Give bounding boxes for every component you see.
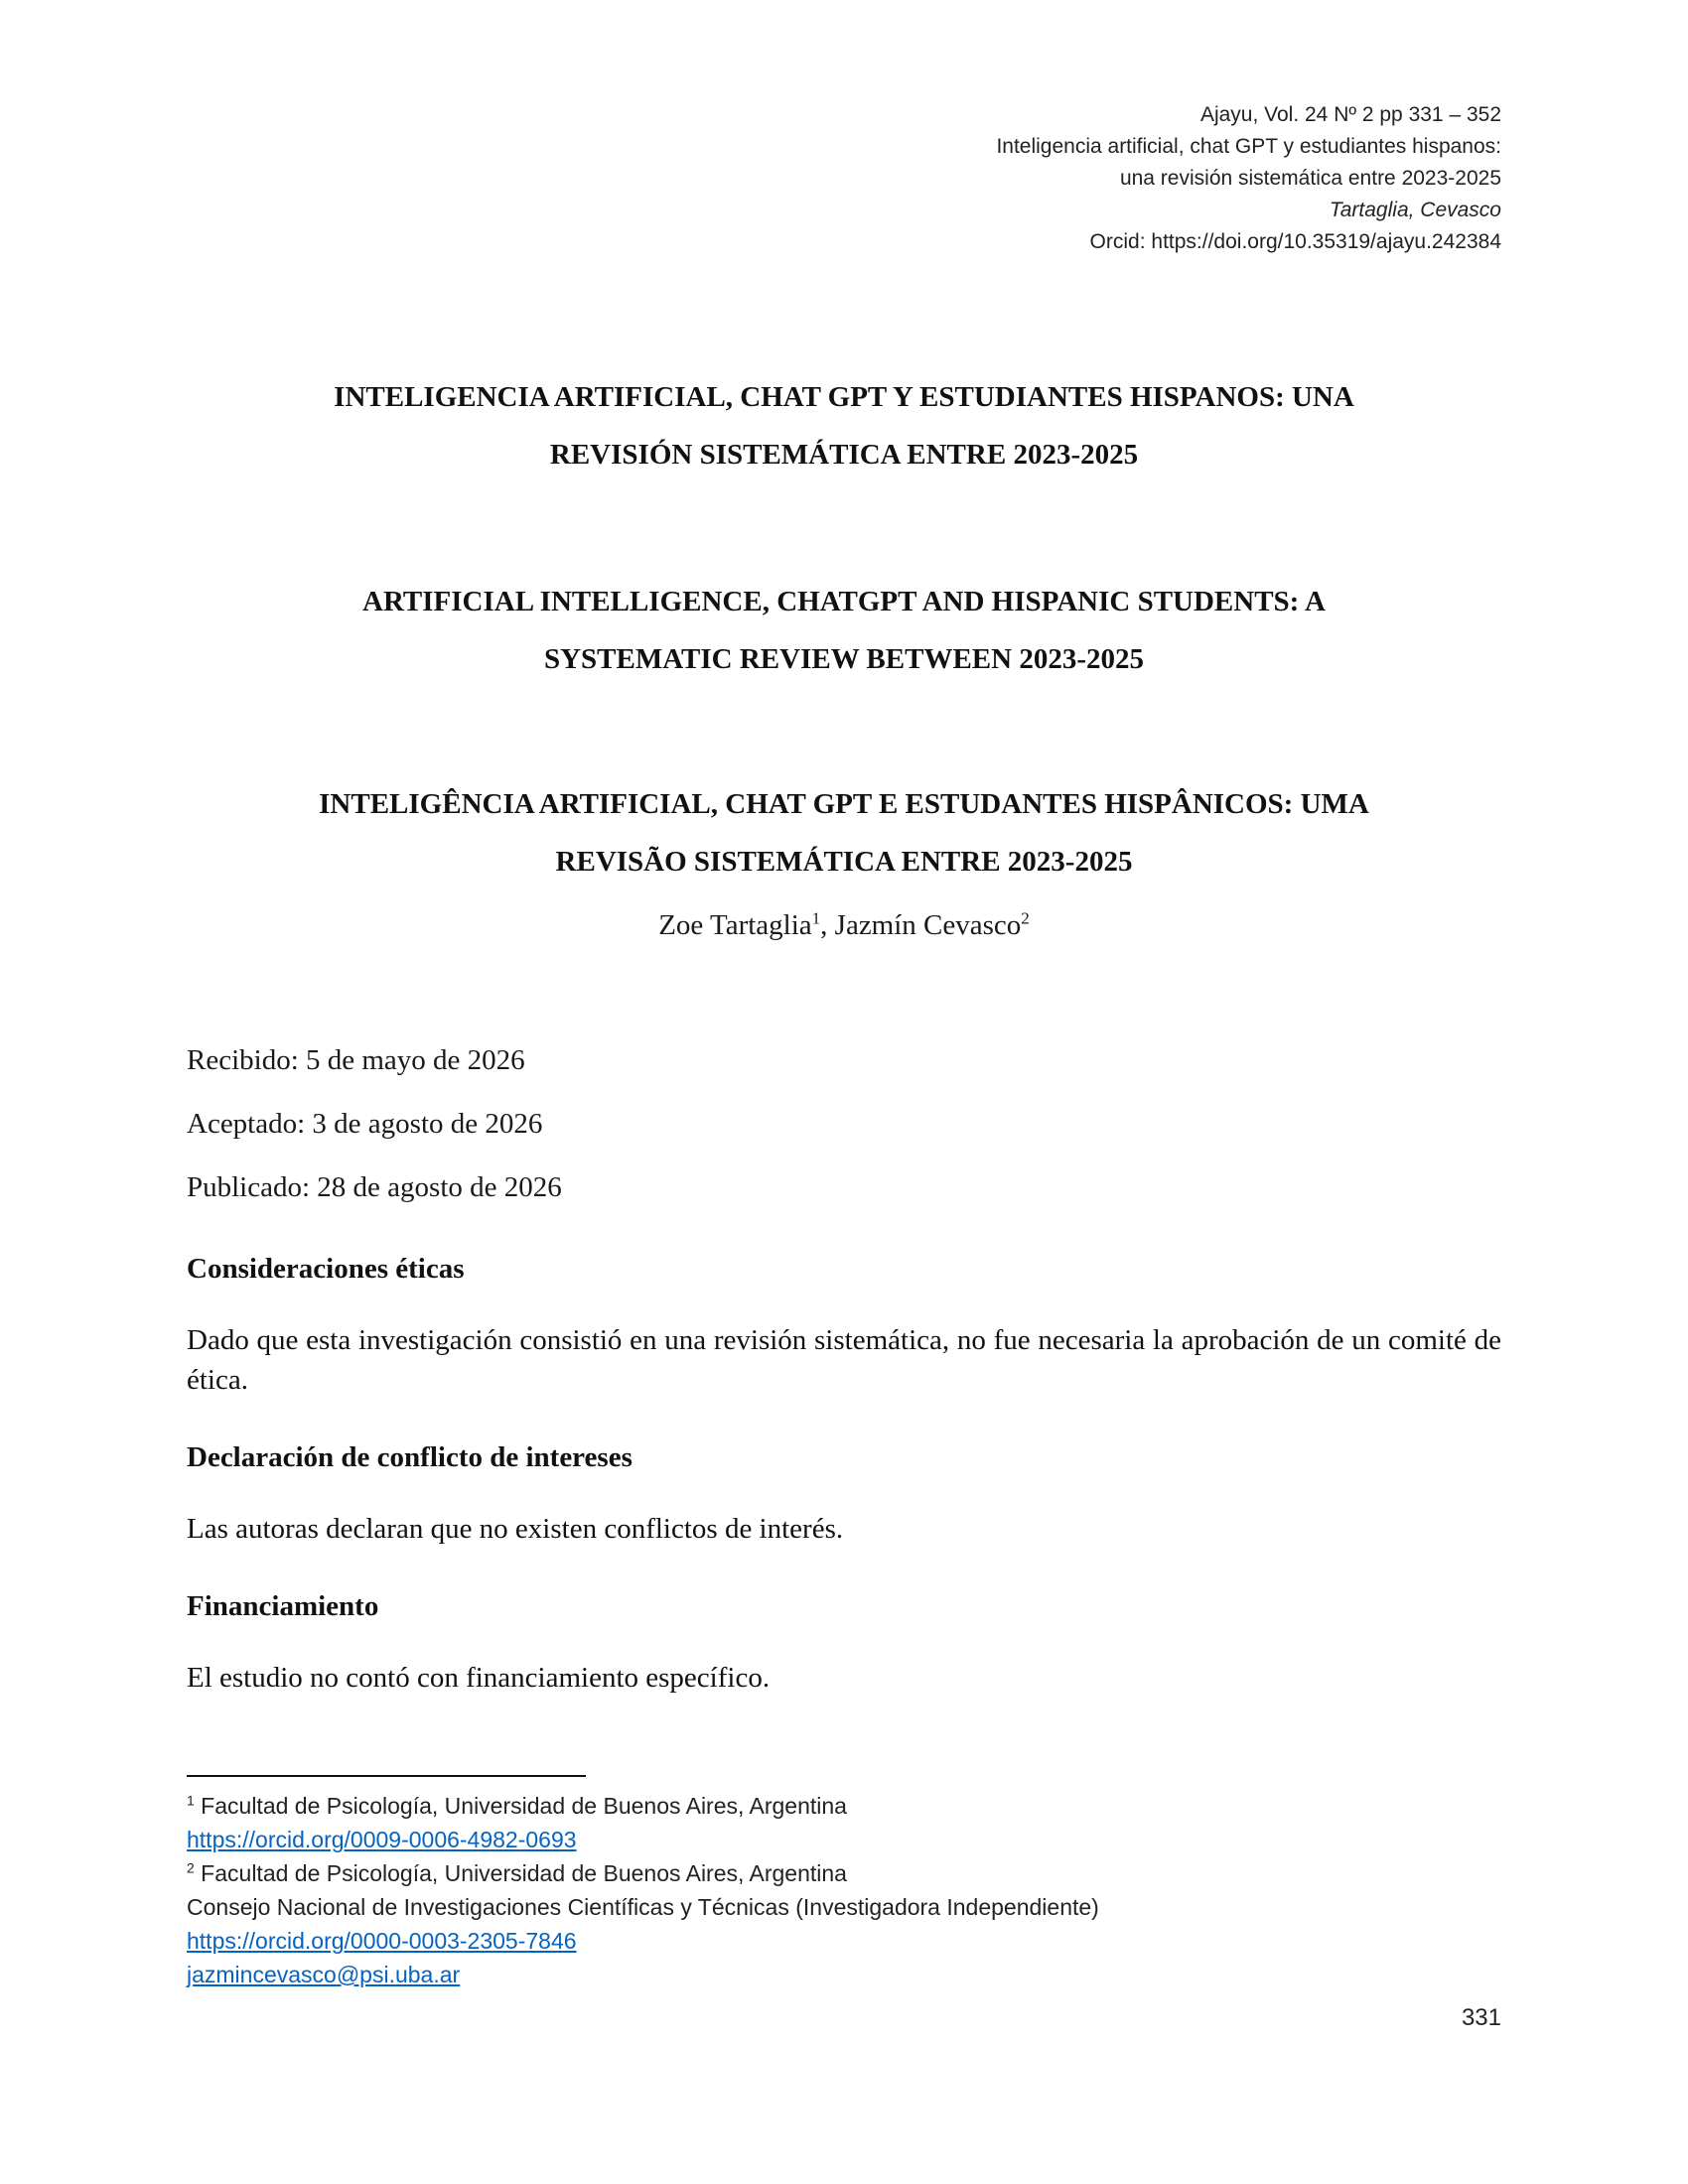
- title-english-line2: SYSTEMATIC REVIEW BETWEEN 2023-2025: [543, 643, 1144, 675]
- title-english-line1: ARTIFICIAL INTELLIGENCE, CHATGPT AND HISPANIC STUDENTS: A: [362, 586, 1326, 617]
- conflict-paragraph: Las autoras declaran que no existen conflictos de interés.: [187, 1513, 844, 1545]
- email-link[interactable]: jazmincevasco@psi.uba.ar: [187, 1962, 461, 1987]
- received-date: Recibido: 5 de mayo de 2026: [187, 1044, 525, 1076]
- footnote-1-affiliation: [187, 1789, 1501, 1823]
- title-spanish-line2: REVISIÓN SISTEMÁTICA ENTRE 2023-2025: [549, 439, 1139, 471]
- header-short-title-line2: una revisión sistemática entre 2023-2025: [1119, 167, 1501, 190]
- ethics-heading: Consideraciones éticas: [187, 1253, 465, 1285]
- funding-paragraph: El estudio no contó con financiamiento específico.: [187, 1662, 771, 1694]
- title-spanish: [187, 368, 1501, 483]
- funding-heading: Financiamiento: [187, 1590, 379, 1622]
- ethics-paragraph: Dado que esta investigación consistió en una revisión sistemática, no fue necesaria la aprobación de un comité de ética.: [187, 1324, 1501, 1396]
- orcid-link[interactable]: https://orcid.org/0000-0003-2305-7846: [187, 1928, 577, 1954]
- page-number: 331: [1461, 2004, 1501, 2031]
- conflict-heading: Declaración de conflicto de intereses: [187, 1441, 633, 1473]
- running-header: [608, 99, 1501, 258]
- footnote-marker: 2: [187, 1859, 195, 1876]
- title-spanish-line1: INTELIGENCIA ARTIFICIAL, CHAT GPT Y ESTUDIANTES HISPANOS: UNA: [334, 381, 1354, 413]
- footnote-marker: 2: [1021, 908, 1030, 928]
- header-authors: Tartaglia, Cevasco: [1329, 199, 1501, 221]
- affiliation-text: Facultad de Psicología, Universidad de Buenos Aires, Argentina: [194, 1860, 847, 1886]
- author-list: [187, 905, 1501, 945]
- orcid-link[interactable]: https://orcid.org/0009-0006-4982-0693: [187, 1827, 577, 1852]
- author-name: Zoe Tartaglia: [658, 909, 812, 941]
- affiliation-text: Facultad de Psicología, Universidad de Buenos Aires, Argentina: [194, 1793, 847, 1819]
- header-short-title-line1: Inteligencia artificial, chat GPT y estudiantes hispanos:: [996, 135, 1501, 158]
- title-english: [187, 573, 1501, 688]
- author-name: Jazmín Cevasco: [834, 909, 1022, 941]
- header-doi: Orcid: https://doi.org/10.35319/ajayu.242384: [1089, 230, 1501, 253]
- footnote-2-affiliation: [187, 1856, 1501, 1890]
- accepted-date: Aceptado: 3 de agosto de 2026: [187, 1108, 543, 1140]
- footnote-divider: [187, 1775, 586, 1777]
- footnote-marker: 1: [187, 1792, 195, 1809]
- footnote-marker: 1: [811, 908, 821, 928]
- footnote-2-affiliation-secondary: Consejo Nacional de Investigaciones Científicas y Técnicas (Investigadora Independiente): [187, 1894, 1099, 1920]
- published-date: Publicado: 28 de agosto de 2026: [187, 1171, 562, 1203]
- title-portuguese-line2: REVISÃO SISTEMÁTICA ENTRE 2023-2025: [555, 846, 1133, 878]
- footnotes: [187, 1789, 1501, 1991]
- author-separator: ,: [820, 909, 835, 941]
- title-portuguese: [187, 775, 1501, 890]
- header-journal-volume: Ajayu, Vol. 24 Nº 2 pp 331 – 352: [1199, 103, 1501, 126]
- title-portuguese-line1: INTELIGÊNCIA ARTIFICIAL, CHAT GPT E ESTUDANTES HISPÂNICOS: UMA: [319, 788, 1369, 820]
